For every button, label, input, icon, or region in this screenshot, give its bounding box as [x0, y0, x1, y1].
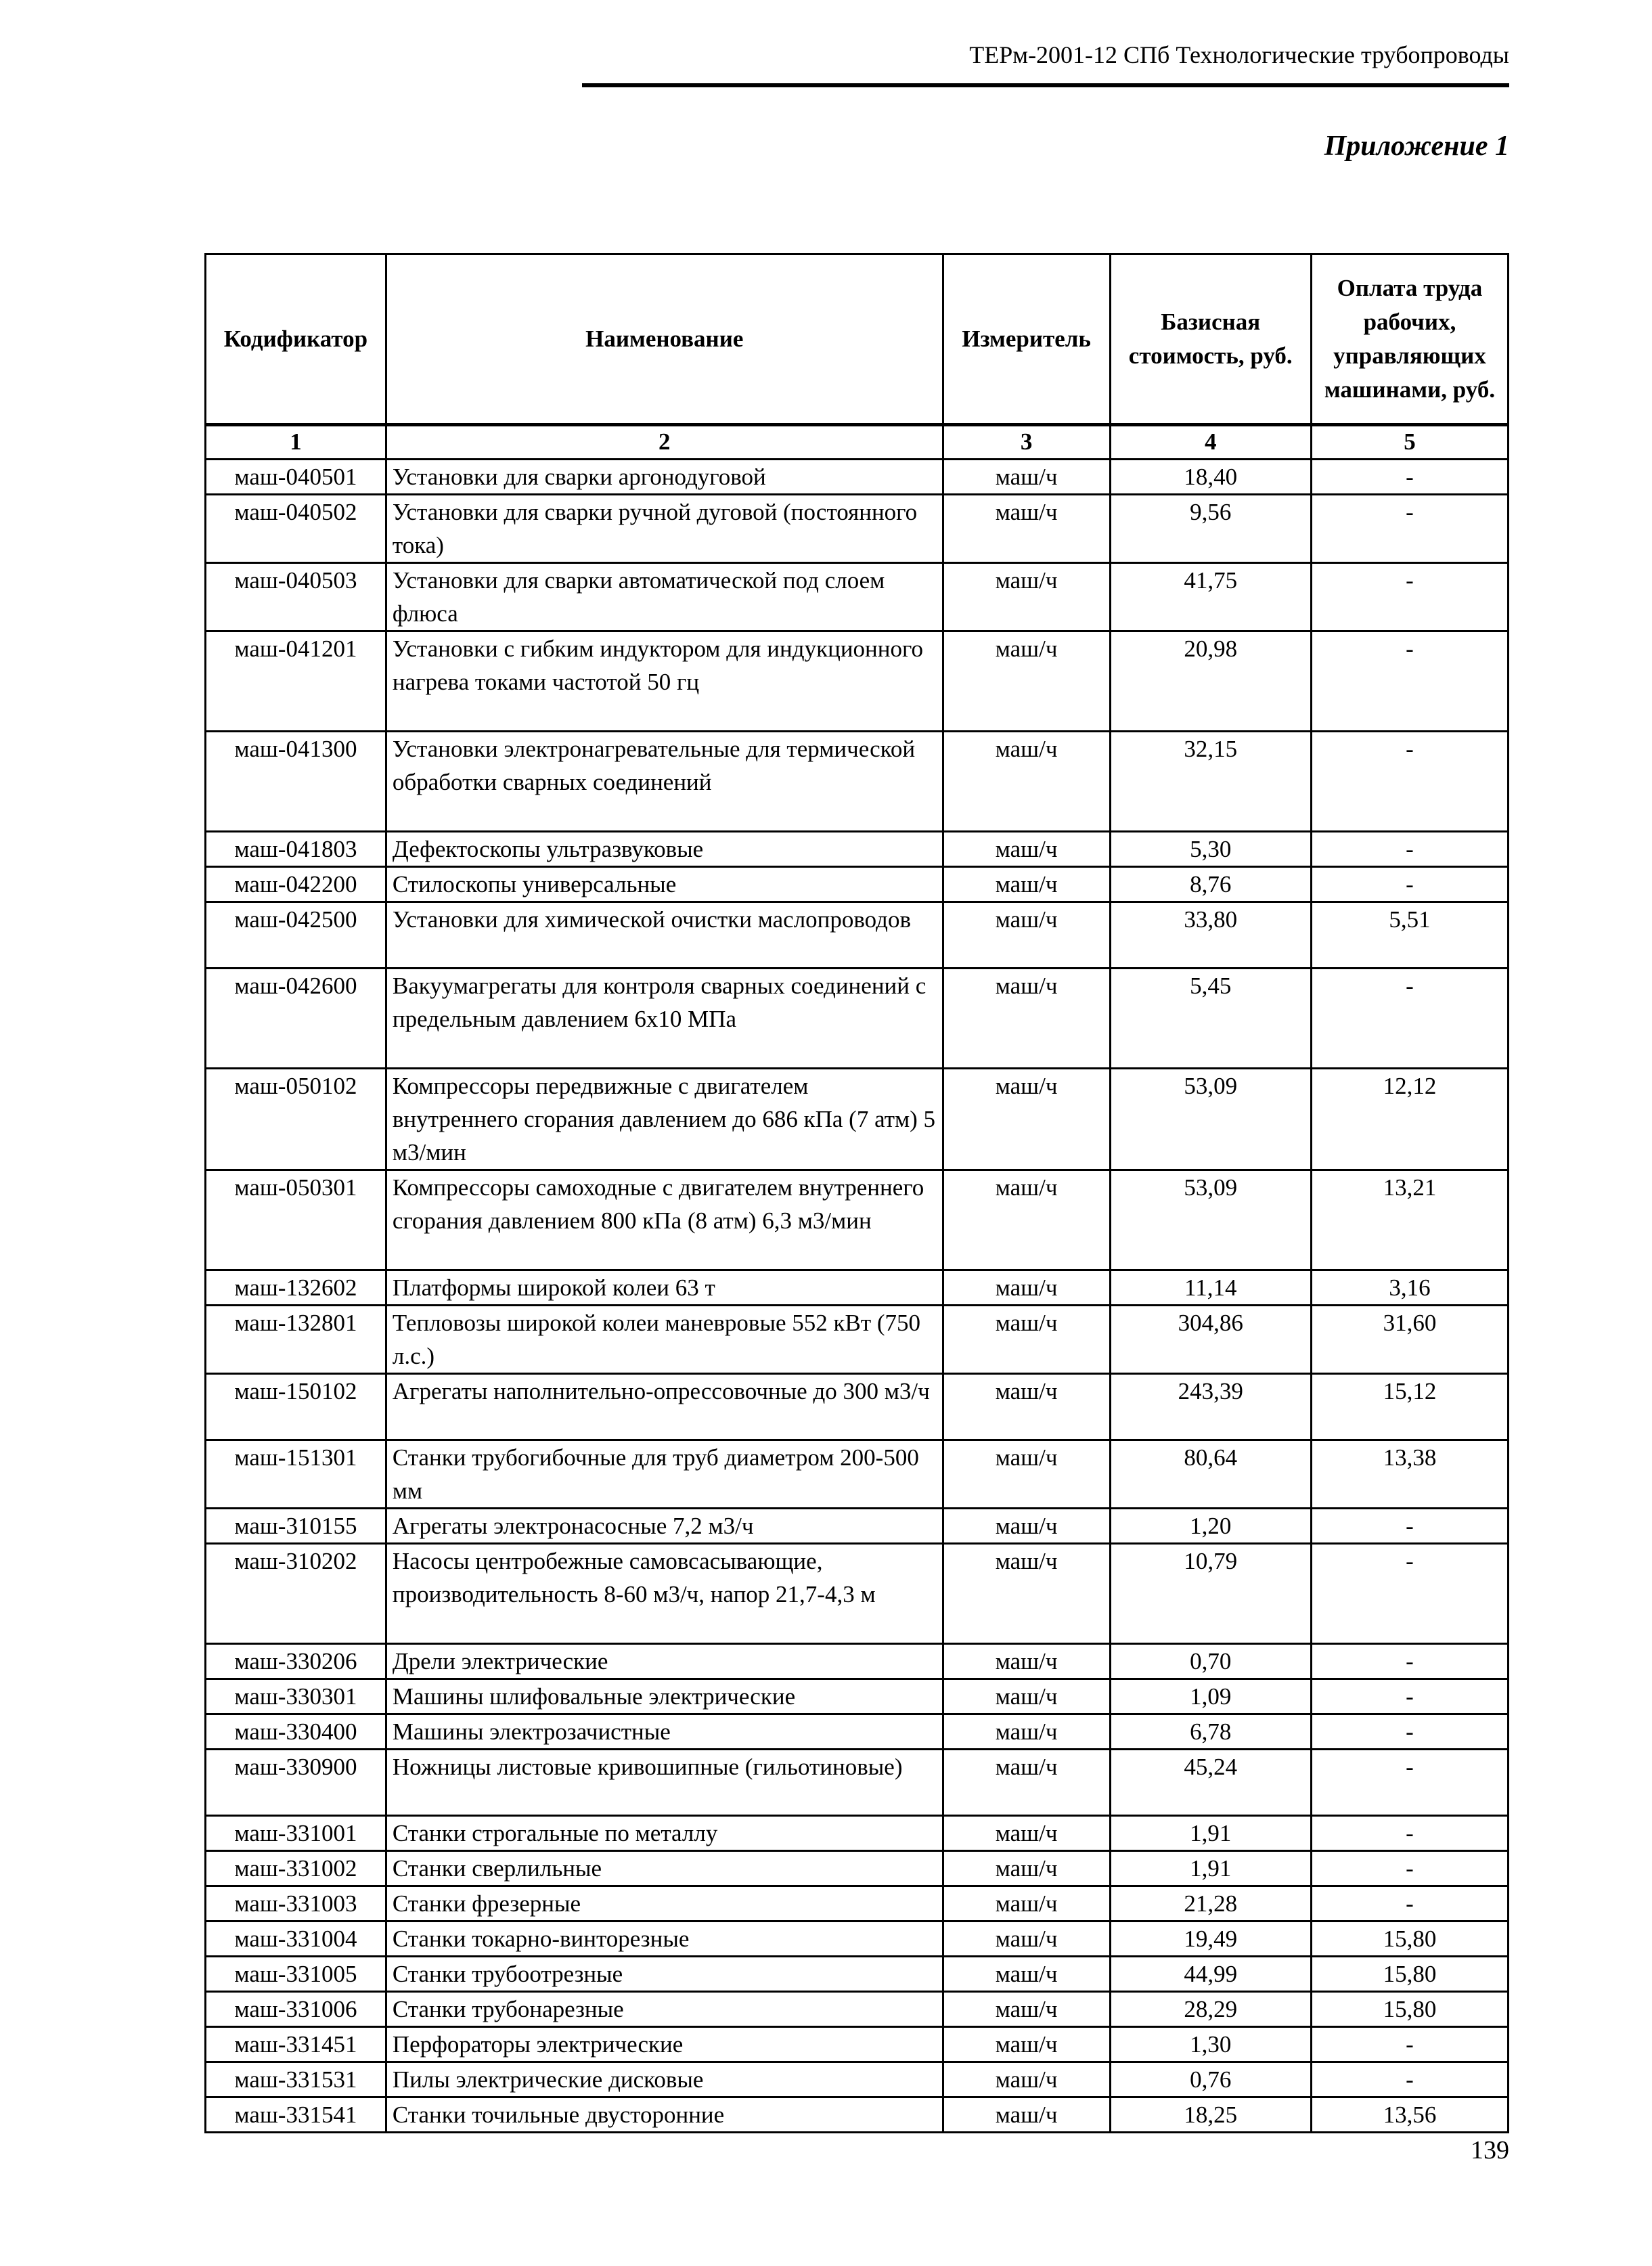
cell-unit: маш/ч: [943, 2027, 1110, 2062]
cell-unit: маш/ч: [943, 1921, 1110, 1957]
cell-name: Дрели электрические: [386, 1644, 943, 1679]
table-row: [206, 1509, 1509, 1544]
cell-unit: маш/ч: [943, 1270, 1110, 1306]
cell-price: 1,91: [1110, 1851, 1311, 1886]
cell-unit: маш/ч: [943, 563, 1110, 631]
cell-labor: -: [1311, 1714, 1508, 1750]
cell-code: маш-042600: [206, 969, 386, 1069]
cell-name: Станки трубонарезные: [386, 1992, 943, 2027]
cell-price: 0,70: [1110, 1644, 1311, 1679]
table-row: [206, 460, 1509, 495]
cell-code: маш-040502: [206, 495, 386, 563]
table-row: [206, 495, 1509, 563]
cell-price: 18,40: [1110, 460, 1311, 495]
table-row: [206, 2027, 1509, 2062]
cell-labor: 5,51: [1311, 902, 1508, 969]
cell-code: маш-331004: [206, 1921, 386, 1957]
column-header-price: Базисная стоимость, руб.: [1110, 254, 1311, 425]
cell-price: 243,39: [1110, 1374, 1311, 1440]
machines-price-table: [204, 253, 1509, 2133]
cell-labor: -: [1311, 460, 1508, 495]
cell-price: 1,20: [1110, 1509, 1311, 1544]
cell-name: Насосы центробежные самовсасывающие, производительность 8-60 м3/ч, напор 21,7-4,3 м: [386, 1544, 943, 1644]
cell-code: маш-330400: [206, 1714, 386, 1750]
column-number: 2: [386, 425, 943, 460]
cell-code: маш-132602: [206, 1270, 386, 1306]
cell-price: 21,28: [1110, 1886, 1311, 1921]
cell-price: 5,30: [1110, 832, 1311, 867]
table-row: [206, 969, 1509, 1069]
cell-price: 0,76: [1110, 2062, 1311, 2097]
cell-name: Компрессоры самоходные с двигателем внутреннего сгорания давлением 800 кПа (8 атм) 6,3 м3/мин: [386, 1170, 943, 1270]
cell-price: 20,98: [1110, 631, 1311, 732]
cell-labor: -: [1311, 1851, 1508, 1886]
cell-labor: -: [1311, 495, 1508, 563]
cell-name: Вакуумагрегаты для контроля сварных соединений с предельным давлением 6х10 МПа: [386, 969, 943, 1069]
cell-unit: маш/ч: [943, 631, 1110, 732]
cell-code: маш-330206: [206, 1644, 386, 1679]
cell-name: Дефектоскопы ультразвуковые: [386, 832, 943, 867]
table-row: [206, 1816, 1509, 1851]
cell-code: маш-331451: [206, 2027, 386, 2062]
cell-labor: -: [1311, 832, 1508, 867]
document-header-title: ТЕРм-2001-12 СПб Технологические трубопроводы: [969, 41, 1509, 68]
cell-price: 80,64: [1110, 1440, 1311, 1509]
table-body: [206, 460, 1509, 2133]
table-row: [206, 1270, 1509, 1306]
cell-unit: маш/ч: [943, 1816, 1110, 1851]
table-row: [206, 1679, 1509, 1714]
cell-unit: маш/ч: [943, 1306, 1110, 1374]
cell-name: Станки токарно-винторезные: [386, 1921, 943, 1957]
table-row: [206, 1374, 1509, 1440]
cell-price: 11,14: [1110, 1270, 1311, 1306]
cell-code: маш-331002: [206, 1851, 386, 1886]
cell-name: Машины электрозачистные: [386, 1714, 943, 1750]
cell-unit: маш/ч: [943, 460, 1110, 495]
cell-price: 41,75: [1110, 563, 1311, 631]
table-row: [206, 1957, 1509, 1992]
cell-name: Станки точильные двусторонние: [386, 2097, 943, 2133]
cell-unit: маш/ч: [943, 1886, 1110, 1921]
cell-unit: маш/ч: [943, 1750, 1110, 1816]
header-divider: [582, 83, 1509, 87]
cell-name: Станки сверлильные: [386, 1851, 943, 1886]
cell-name: Пилы электрические дисковые: [386, 2062, 943, 2097]
cell-name: Машины шлифовальные электрические: [386, 1679, 943, 1714]
cell-price: 8,76: [1110, 867, 1311, 902]
cell-name: Тепловозы широкой колеи маневровые 552 кВт (750 л.с.): [386, 1306, 943, 1374]
cell-code: маш-330900: [206, 1750, 386, 1816]
cell-labor: 13,38: [1311, 1440, 1508, 1509]
table-row: [206, 2097, 1509, 2133]
cell-code: маш-041803: [206, 832, 386, 867]
table-row: [206, 867, 1509, 902]
column-number: 4: [1110, 425, 1311, 460]
cell-price: 32,15: [1110, 732, 1311, 832]
cell-labor: -: [1311, 1816, 1508, 1851]
table-row: [206, 1851, 1509, 1886]
cell-code: маш-310155: [206, 1509, 386, 1544]
table-row: [206, 832, 1509, 867]
cell-name: Установки электронагревательные для термической обработки сварных соединений: [386, 732, 943, 832]
table-row: [206, 1544, 1509, 1644]
cell-name: Платформы широкой колеи 63 т: [386, 1270, 943, 1306]
table-row: [206, 1644, 1509, 1679]
cell-code: маш-331001: [206, 1816, 386, 1851]
column-number: 5: [1311, 425, 1508, 460]
cell-name: Стилоскопы универсальные: [386, 867, 943, 902]
cell-labor: 15,80: [1311, 1992, 1508, 2027]
cell-code: маш-050102: [206, 1069, 386, 1170]
table-header-row: [206, 254, 1509, 425]
column-header-unit: Измеритель: [943, 254, 1110, 425]
cell-code: маш-331005: [206, 1957, 386, 1992]
cell-name: Установки для сварки аргонодуговой: [386, 460, 943, 495]
cell-name: Станки строгальные по металлу: [386, 1816, 943, 1851]
cell-labor: -: [1311, 1544, 1508, 1644]
cell-code: маш-150102: [206, 1374, 386, 1440]
cell-unit: маш/ч: [943, 1509, 1110, 1544]
column-header-name: Наименование: [386, 254, 943, 425]
cell-price: 5,45: [1110, 969, 1311, 1069]
cell-unit: маш/ч: [943, 1440, 1110, 1509]
cell-labor: -: [1311, 867, 1508, 902]
column-number: 1: [206, 425, 386, 460]
cell-unit: маш/ч: [943, 1544, 1110, 1644]
cell-unit: маш/ч: [943, 832, 1110, 867]
table-row: [206, 1921, 1509, 1957]
cell-code: маш-041300: [206, 732, 386, 832]
cell-code: маш-050301: [206, 1170, 386, 1270]
cell-labor: -: [1311, 1886, 1508, 1921]
cell-name: Установки для химической очистки маслопроводов: [386, 902, 943, 969]
cell-labor: -: [1311, 2062, 1508, 2097]
cell-unit: маш/ч: [943, 1851, 1110, 1886]
cell-labor: -: [1311, 1679, 1508, 1714]
cell-code: маш-331006: [206, 1992, 386, 2027]
cell-price: 6,78: [1110, 1714, 1311, 1750]
cell-price: 1,09: [1110, 1679, 1311, 1714]
cell-unit: маш/ч: [943, 2062, 1110, 2097]
cell-labor: 13,56: [1311, 2097, 1508, 2133]
cell-code: маш-042500: [206, 902, 386, 969]
table-row: [206, 1992, 1509, 2027]
table-row: [206, 563, 1509, 631]
column-number: 3: [943, 425, 1110, 460]
table-row: [206, 1306, 1509, 1374]
page-number: 139: [1471, 2136, 1509, 2164]
cell-unit: маш/ч: [943, 1992, 1110, 2027]
cell-labor: -: [1311, 732, 1508, 832]
cell-unit: маш/ч: [943, 867, 1110, 902]
cell-labor: 3,16: [1311, 1270, 1508, 1306]
cell-name: Установки для сварки автоматической под слоем флюса: [386, 563, 943, 631]
cell-unit: маш/ч: [943, 732, 1110, 832]
cell-unit: маш/ч: [943, 1679, 1110, 1714]
cell-name: Станки трубогибочные для труб диаметром 200-500 мм: [386, 1440, 943, 1509]
cell-price: 304,86: [1110, 1306, 1311, 1374]
cell-code: маш-330301: [206, 1679, 386, 1714]
cell-labor: -: [1311, 631, 1508, 732]
cell-price: 19,49: [1110, 1921, 1311, 1957]
table-row: [206, 1170, 1509, 1270]
table-row: [206, 2062, 1509, 2097]
column-header-code: Кодификатор: [206, 254, 386, 425]
cell-price: 9,56: [1110, 495, 1311, 563]
table-row: [206, 902, 1509, 969]
table-row: [206, 631, 1509, 732]
table-row: [206, 1750, 1509, 1816]
cell-price: 1,30: [1110, 2027, 1311, 2062]
cell-code: маш-042200: [206, 867, 386, 902]
cell-code: маш-310202: [206, 1544, 386, 1644]
cell-price: 44,99: [1110, 1957, 1311, 1992]
cell-unit: маш/ч: [943, 495, 1110, 563]
cell-price: 10,79: [1110, 1544, 1311, 1644]
cell-code: маш-331531: [206, 2062, 386, 2097]
cell-code: маш-151301: [206, 1440, 386, 1509]
table-row: [206, 1440, 1509, 1509]
cell-name: Станки трубоотрезные: [386, 1957, 943, 1992]
cell-unit: маш/ч: [943, 2097, 1110, 2133]
cell-name: Станки фрезерные: [386, 1886, 943, 1921]
column-header-labor: Оплата труда рабочих, управляющих машинами, руб.: [1311, 254, 1508, 425]
cell-unit: маш/ч: [943, 1374, 1110, 1440]
table-row: [206, 1714, 1509, 1750]
cell-unit: маш/ч: [943, 1957, 1110, 1992]
cell-labor: -: [1311, 563, 1508, 631]
cell-unit: маш/ч: [943, 969, 1110, 1069]
cell-unit: маш/ч: [943, 1714, 1110, 1750]
cell-code: маш-331003: [206, 1886, 386, 1921]
cell-name: Установки с гибким индуктором для индукционного нагрева токами частотой 50 гц: [386, 631, 943, 732]
cell-price: 53,09: [1110, 1170, 1311, 1270]
cell-unit: маш/ч: [943, 1644, 1110, 1679]
appendix-label: Приложение 1: [1324, 131, 1509, 162]
cell-name: Установки для сварки ручной дуговой (постоянного тока): [386, 495, 943, 563]
cell-labor: 15,12: [1311, 1374, 1508, 1440]
cell-price: 53,09: [1110, 1069, 1311, 1170]
cell-name: Перфораторы электрические: [386, 2027, 943, 2062]
table-row: [206, 1069, 1509, 1170]
cell-labor: -: [1311, 1509, 1508, 1544]
cell-unit: маш/ч: [943, 1170, 1110, 1270]
cell-name: Агрегаты наполнительно-опрессовочные до 300 м3/ч: [386, 1374, 943, 1440]
cell-price: 28,29: [1110, 1992, 1311, 2027]
table-row: [206, 732, 1509, 832]
cell-code: маш-331541: [206, 2097, 386, 2133]
table-row: [206, 1886, 1509, 1921]
cell-price: 45,24: [1110, 1750, 1311, 1816]
cell-labor: 15,80: [1311, 1921, 1508, 1957]
cell-unit: маш/ч: [943, 902, 1110, 969]
cell-code: маш-040503: [206, 563, 386, 631]
cell-name: Ножницы листовые кривошипные (гильотиновые): [386, 1750, 943, 1816]
cell-labor: -: [1311, 2027, 1508, 2062]
cell-labor: 12,12: [1311, 1069, 1508, 1170]
column-number-row: [206, 425, 1509, 460]
cell-labor: 15,80: [1311, 1957, 1508, 1992]
cell-labor: -: [1311, 1750, 1508, 1816]
cell-code: маш-132801: [206, 1306, 386, 1374]
cell-price: 18,25: [1110, 2097, 1311, 2133]
cell-labor: 31,60: [1311, 1306, 1508, 1374]
cell-price: 1,91: [1110, 1816, 1311, 1851]
cell-labor: 13,21: [1311, 1170, 1508, 1270]
cell-unit: маш/ч: [943, 1069, 1110, 1170]
cell-name: Агрегаты электронасосные 7,2 м3/ч: [386, 1509, 943, 1544]
cell-name: Компрессоры передвижные с двигателем внутреннего сгорания давлением до 686 кПа (7 атм) 5 м3/мин: [386, 1069, 943, 1170]
cell-code: маш-040501: [206, 460, 386, 495]
cell-labor: -: [1311, 969, 1508, 1069]
cell-labor: -: [1311, 1644, 1508, 1679]
cell-code: маш-041201: [206, 631, 386, 732]
cell-price: 33,80: [1110, 902, 1311, 969]
